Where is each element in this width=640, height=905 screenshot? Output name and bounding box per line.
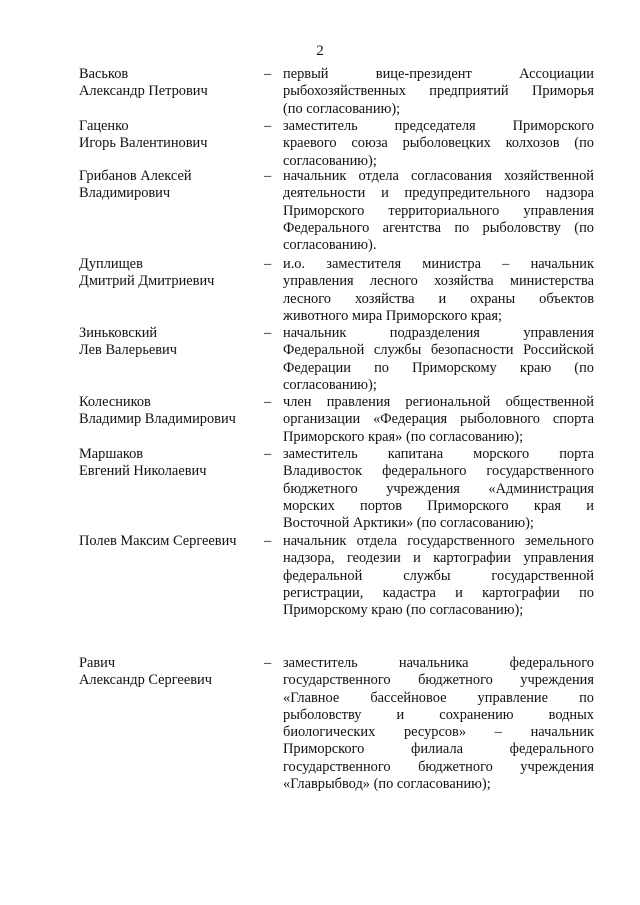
member-name — [79, 66, 259, 101]
member-description — [283, 256, 594, 325]
member-name — [79, 168, 259, 203]
description-line: Приморскому краю (по согласованию); — [283, 602, 524, 619]
description-line: биологических ресурсов» – начальник — [283, 724, 594, 741]
member-description — [283, 325, 594, 394]
description-line: начальник отдела согласования хозяйственной — [283, 168, 594, 184]
description-line: согласованию). — [283, 237, 377, 254]
description-line: заместитель начальника федерального — [283, 655, 594, 671]
separator-dash: – — [264, 256, 272, 272]
description-line: краевого союза рыболовецких колхозов (по — [283, 135, 594, 152]
description-line: начальник отдела государственного земельного — [283, 533, 594, 549]
member-name — [79, 446, 259, 481]
description-line: заместитель капитана морского порта — [283, 446, 594, 462]
member-name — [79, 256, 259, 291]
member-name — [79, 325, 259, 360]
description-line: Федерации по Приморскому краю (по — [283, 359, 594, 376]
separator-dash: – — [264, 446, 272, 462]
description-line: федеральной службы государственной — [283, 567, 594, 584]
member-description — [283, 394, 594, 446]
member-name-line: Александр Петрович — [79, 83, 208, 100]
description-line: и.о. заместителя министра – начальник — [283, 256, 594, 272]
member-name-line: Игорь Валентинович — [79, 135, 208, 152]
member-name — [79, 394, 259, 429]
member-name-line: Евгений Николаевич — [79, 463, 207, 480]
description-line: животного мира Приморского края; — [283, 307, 503, 324]
separator-dash: – — [264, 325, 272, 341]
separator-dash: – — [264, 394, 272, 410]
member-description — [283, 168, 594, 254]
separator-dash: – — [264, 168, 272, 184]
description-line: Приморского территориального управления — [283, 202, 594, 219]
member-description — [283, 66, 594, 118]
member-name — [79, 118, 259, 153]
description-line: государственного бюджетного учреждения — [283, 672, 594, 689]
description-line: надзора, геодезии и картографии управления — [283, 550, 594, 567]
separator-dash: – — [264, 66, 272, 82]
description-line: морских портов Приморского края и — [283, 497, 594, 514]
member-name-line: Гаценко — [79, 118, 129, 134]
member-name-line: Васьков — [79, 66, 129, 82]
description-line: согласованию); — [283, 152, 377, 169]
member-name-line: Дмитрий Дмитриевич — [79, 273, 215, 290]
description-line: начальник подразделения управления — [283, 325, 594, 341]
description-line: бюджетного учреждения «Администрация — [283, 480, 594, 497]
member-name-line: Зиньковский — [79, 325, 158, 341]
description-line: заместитель председателя Приморского — [283, 118, 594, 134]
description-line: Восточной Арктики» (по согласованию); — [283, 515, 534, 532]
member-name-line: Грибанов Алексей — [79, 168, 192, 184]
description-line: лесного хозяйства и охраны объектов — [283, 290, 594, 307]
separator-dash: – — [264, 655, 272, 671]
page-number: 2 — [316, 43, 324, 59]
description-line: деятельности и предупредительного надзора — [283, 185, 594, 202]
description-line: Приморского филиала федерального — [283, 741, 594, 758]
description-line: «Главное бассейновое управление по — [283, 689, 594, 706]
member-description — [283, 533, 594, 619]
description-line: Федеральной службы безопасности Российской — [283, 342, 594, 359]
description-line: организации «Федерация рыболовного спорта — [283, 411, 594, 428]
description-line: Федерального агентства по рыболовству (по — [283, 219, 594, 236]
member-name-line: Александр Сергеевич — [79, 672, 212, 689]
member-name-line: Владимирович — [79, 185, 171, 202]
member-name-line: Лев Валерьевич — [79, 342, 178, 359]
description-line: (по согласованию); — [283, 100, 401, 117]
member-name-line: Полев Максим Сергеевич — [79, 533, 237, 549]
description-line: член правления региональной общественной — [283, 394, 594, 410]
member-name-line: Маршаков — [79, 446, 144, 462]
member-description — [283, 446, 594, 532]
description-line: первый вице-президент Ассоциации — [283, 66, 594, 82]
member-name-line: Дуплищев — [79, 256, 143, 272]
description-line: согласованию); — [283, 376, 377, 393]
member-name — [79, 655, 259, 690]
description-line: регистрации, кадастра и картографии по — [283, 584, 594, 601]
member-description — [283, 655, 594, 793]
description-line: Приморского края» (по согласованию); — [283, 428, 524, 445]
description-line: управления лесного хозяйства министерства — [283, 273, 594, 290]
description-line: Владивосток федерального государственного — [283, 463, 594, 480]
description-line: рыболовству и сохранению водных — [283, 706, 594, 723]
separator-dash: – — [264, 118, 272, 134]
member-name — [79, 533, 259, 550]
member-name-line: Колесников — [79, 394, 151, 410]
description-line: «Главрыбвод» (по согласованию); — [283, 776, 491, 793]
member-name-line: Равич — [79, 655, 116, 671]
description-line: рыбохозяйственных предприятий Приморья — [283, 83, 594, 100]
separator-dash: – — [264, 533, 272, 549]
description-line: государственного бюджетного учреждения — [283, 758, 594, 775]
member-name-line: Владимир Владимирович — [79, 411, 236, 428]
member-description — [283, 118, 594, 170]
